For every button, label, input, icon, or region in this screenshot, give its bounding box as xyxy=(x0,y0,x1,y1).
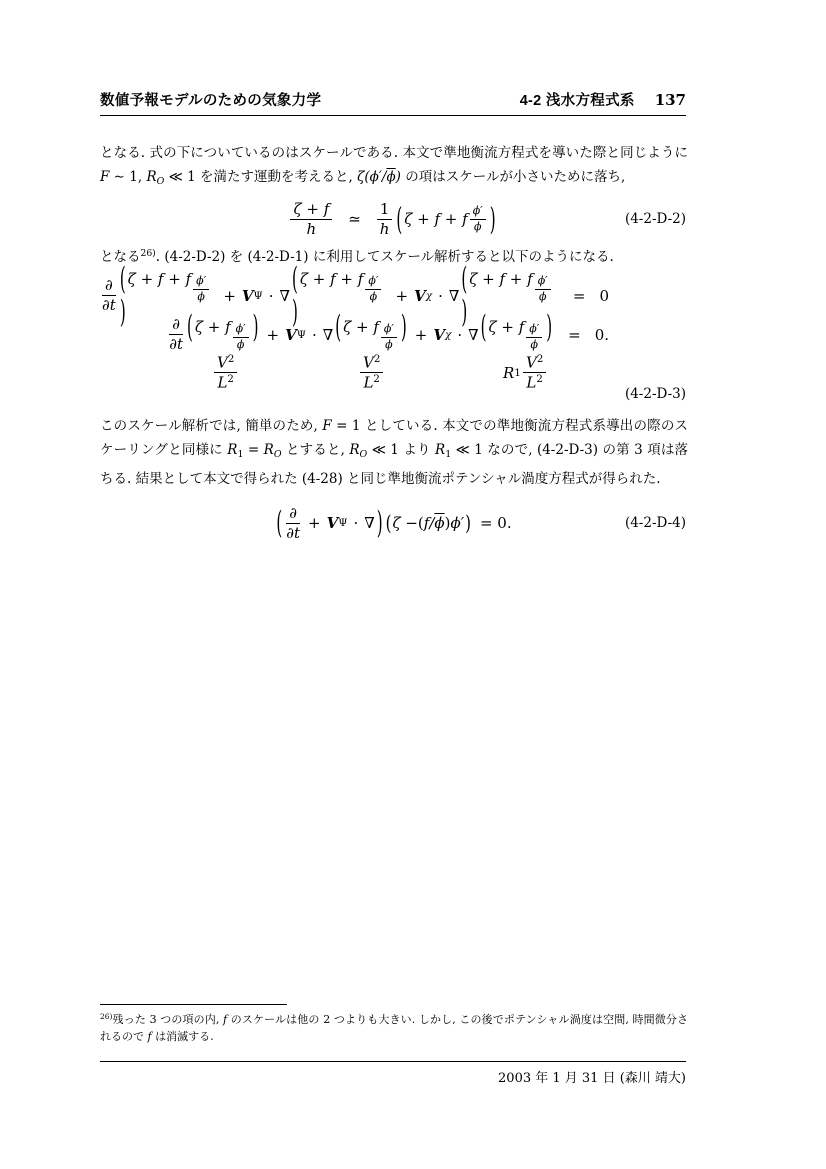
numerator: ϕ′ xyxy=(193,275,209,289)
plus-operator: + xyxy=(395,286,409,305)
nabla-operator: ∇ xyxy=(468,325,479,344)
paren-group xyxy=(118,260,218,331)
math-run: ζ + f xyxy=(343,318,379,337)
equation-label: (4-2-D-2) xyxy=(624,211,686,227)
equation-label: (4-2-D-4) xyxy=(624,515,686,531)
header-right xyxy=(520,89,686,110)
fraction-ddt xyxy=(169,316,183,353)
equation-body xyxy=(100,196,686,242)
text-run: 残った 3 つの項の内, xyxy=(112,1013,224,1027)
math-run: = xyxy=(243,442,264,458)
math-phi-bar: $\overline{\phi}$ xyxy=(386,169,396,185)
left-paren: ( xyxy=(417,514,424,532)
denominator: ϕ xyxy=(236,337,245,351)
denominator: h xyxy=(379,219,390,238)
right-paren: ) xyxy=(252,308,259,346)
math-run: f/ xyxy=(423,514,435,532)
math-var-R: R xyxy=(227,442,238,458)
equation-4-2-D-3 xyxy=(100,260,686,402)
footnote-reference: 26) xyxy=(140,248,156,259)
numerator: ϕ′ xyxy=(365,275,381,289)
fraction-phi xyxy=(526,323,542,351)
math-var-L: L xyxy=(363,374,374,393)
math-sub-1: 1 xyxy=(237,448,244,460)
equation-4-2-D-4 xyxy=(100,500,686,546)
equation-4-2-D-2 xyxy=(100,196,686,242)
left-paren: ( xyxy=(335,308,342,346)
denominator xyxy=(526,373,542,391)
denominator: ∂t xyxy=(169,335,183,353)
scale-term-2 xyxy=(358,354,385,392)
fraction-V2-L2 xyxy=(214,354,237,392)
equals-zero: = 0. xyxy=(479,514,512,532)
math-run: ζ + f xyxy=(194,318,231,337)
equation-line-1 xyxy=(100,260,609,331)
math-phi-prime: ϕ′ xyxy=(450,514,465,532)
denominator: ∂t xyxy=(286,523,301,542)
math-var-R: R xyxy=(263,442,274,458)
subscript-chi: χ xyxy=(444,328,452,341)
footnote-marker: 26) xyxy=(100,1012,113,1021)
left-paren: ( xyxy=(119,260,126,298)
math-run: ζ + f + f xyxy=(127,270,192,289)
nabla-operator: ∇ xyxy=(279,286,291,305)
text-run: なので, (4-2-D-3) の第 3 項は落ちる. 結果として本文で得られた (4-28) と同じ準地衡流ポテンシャル渦度方程式が得られた. xyxy=(100,442,689,487)
numerator: ∂ xyxy=(102,277,116,296)
numerator: ϕ′ xyxy=(233,323,249,337)
superscript-2: 2 xyxy=(373,354,381,365)
math-sub-O: O xyxy=(273,448,282,460)
fraction-phi xyxy=(193,275,209,303)
paragraph-intro xyxy=(100,141,688,194)
math-run: = 1 xyxy=(331,418,361,434)
scale-annotations xyxy=(100,354,686,392)
section-label: 4-2 浅水方程式系 xyxy=(519,93,635,109)
math-run: ζ + f + f xyxy=(469,270,533,289)
paren-group xyxy=(333,308,409,351)
dot-operator: · xyxy=(268,286,274,305)
plus-operator: + xyxy=(308,514,321,532)
numerator: ϕ′ xyxy=(535,275,551,289)
math-run: ζ + f + f xyxy=(299,270,364,289)
numerator: ϕ′ xyxy=(526,323,542,337)
left-paren: ( xyxy=(480,308,487,346)
plus-operator: + xyxy=(223,286,236,305)
right-paren: ) xyxy=(546,308,553,346)
denominator: h xyxy=(306,219,317,238)
right-paren: ) xyxy=(461,293,468,331)
fraction-one-over-hbar xyxy=(377,201,393,238)
text-run: となる xyxy=(100,249,141,266)
dot-operator: · xyxy=(457,325,463,344)
math-run: ζ + f + f xyxy=(404,210,468,228)
scale-term-1 xyxy=(212,354,239,392)
nabla-operator: ∇ xyxy=(448,286,460,305)
numerator: ζ + f xyxy=(290,201,332,220)
fraction-phi xyxy=(365,275,381,303)
math-var-V: V xyxy=(525,353,537,372)
text-run: としている. 本文での準地衡流方程式系導出の際のスケーリングと同様に xyxy=(100,418,688,458)
right-paren: ) xyxy=(400,308,407,346)
numerator: ϕ′ xyxy=(381,323,397,337)
zero-value: 0 xyxy=(599,286,609,305)
paren-group xyxy=(185,308,261,351)
denominator: ϕ xyxy=(530,337,538,351)
math-var-R: R xyxy=(435,442,446,458)
math-run: ∼ 1, xyxy=(109,169,147,185)
running-title: 数値予報モデルのための気象力学 xyxy=(100,93,322,109)
right-paren: ) xyxy=(465,510,471,536)
math-var-R: R xyxy=(503,363,515,382)
fraction-phi xyxy=(381,323,397,351)
fraction-ddt xyxy=(286,505,300,542)
simeq-relation: ≃ xyxy=(348,210,361,228)
subscript-psi: Ψ xyxy=(253,289,263,302)
paren-group xyxy=(479,308,555,351)
math-var-V: V xyxy=(363,353,374,372)
fraction-phi xyxy=(233,323,249,351)
math-run: ≪ 1 xyxy=(367,442,399,458)
left-paren: ( xyxy=(292,260,298,298)
nabla-operator: ∇ xyxy=(364,514,375,532)
numerator: ∂ xyxy=(169,316,183,335)
plus-operator: + xyxy=(266,325,280,344)
scale-term-3 xyxy=(503,354,548,392)
denominator: ϕ xyxy=(385,337,393,351)
denominator: ∂t xyxy=(102,296,116,314)
math-run: ≪ 1 xyxy=(164,169,196,185)
denominator: ϕ xyxy=(197,289,205,303)
numerator xyxy=(360,354,383,373)
vector-V: V xyxy=(241,286,254,305)
math-var-V: V xyxy=(217,353,228,372)
subscript-chi: χ xyxy=(425,289,433,302)
right-paren: ) xyxy=(119,293,126,331)
numerator xyxy=(214,354,237,373)
footnote-rule xyxy=(100,1004,287,1005)
fraction-phi xyxy=(470,205,486,233)
vector-V: V xyxy=(326,514,339,532)
equation-body xyxy=(100,500,686,546)
math-var-L: L xyxy=(217,374,228,393)
text-run: とすると, xyxy=(281,442,350,458)
equation-label: (4-2-D-3) xyxy=(624,386,686,402)
right-paren: ) xyxy=(489,200,496,238)
superscript-2: 2 xyxy=(536,354,544,365)
subscript-psi: Ψ xyxy=(338,517,348,529)
math-var-F: F xyxy=(100,169,110,185)
footer-rule xyxy=(100,1061,686,1062)
text-run: このスケール解析では, 簡単のため, xyxy=(100,418,323,434)
math-run: ζ − xyxy=(392,514,418,532)
footer-date: 2003 年 1 月 31 日 (森川 靖大) xyxy=(498,1071,686,1086)
fraction-phi xyxy=(535,275,551,303)
nabla-operator: ∇ xyxy=(322,325,334,344)
text-run: を満たす運動を考えると, xyxy=(195,169,358,185)
fraction-V2-L2 xyxy=(523,354,546,392)
equation-lines xyxy=(100,260,609,354)
superscript-2: 2 xyxy=(227,354,235,365)
text-run: のスケールは他の 2 つよりも大きい. しかし, この後でポテンシャル渦度は空間, 時間微分されるので xyxy=(100,1013,689,1043)
math-run: ζ(ϕ′/ xyxy=(357,169,387,185)
left-paren: ( xyxy=(461,260,468,298)
equation-line-2 xyxy=(100,308,609,354)
paragraph-scale-analysis xyxy=(100,414,688,491)
vector-V: V xyxy=(285,325,297,344)
math-var-f: f xyxy=(147,1029,152,1043)
denominator: ϕ xyxy=(369,289,378,303)
math-sub-1: 1 xyxy=(445,448,452,460)
subscript-1: 1 xyxy=(514,366,521,379)
left-paren: ( xyxy=(187,308,193,346)
equals-sign: = xyxy=(572,286,586,305)
right-paren: ) xyxy=(376,504,383,542)
text-run: より xyxy=(398,442,436,458)
denominator: ϕ xyxy=(473,219,482,233)
math-sub-O: O xyxy=(156,175,165,187)
math-var-F: F xyxy=(322,418,332,434)
math-var-R: R xyxy=(146,169,157,185)
numerator xyxy=(523,354,546,373)
right-paren: ) xyxy=(292,293,298,331)
superscript-2: 2 xyxy=(227,374,234,386)
fraction-ddt xyxy=(102,277,116,314)
text-run: の項はスケールが小さいために落ち, xyxy=(400,169,626,185)
denominator: ϕ xyxy=(538,289,547,303)
dot-operator: · xyxy=(311,325,317,344)
right-paren: ) xyxy=(444,514,451,532)
superscript-2: 2 xyxy=(536,374,543,386)
math-run: ≪ 1 xyxy=(451,442,483,458)
plus-operator: + xyxy=(414,325,428,344)
left-paren: ( xyxy=(396,200,403,238)
numerator: ϕ′ xyxy=(470,205,486,219)
paragraph-with-footnote-mark xyxy=(100,242,688,269)
fraction-V2-L2 xyxy=(360,354,383,392)
math-phi-bar: $\overline{\phi}$ xyxy=(434,514,445,532)
footnote xyxy=(100,1009,688,1045)
vector-V: V xyxy=(414,286,426,305)
zero-value: 0. xyxy=(594,325,609,344)
math-var-f: f xyxy=(223,1013,228,1027)
vector-V: V xyxy=(433,325,445,344)
page-number: 137 xyxy=(654,91,686,109)
denominator xyxy=(217,373,233,391)
paren-group xyxy=(459,260,559,331)
text-run: となる. 式の下についているのはスケールである. 本文で準地衡流方程式を導いた際と同じように xyxy=(100,145,688,161)
text-run: は消滅する. xyxy=(151,1029,214,1043)
math-sub-O: O xyxy=(359,448,368,460)
dot-operator: · xyxy=(438,286,443,305)
text-run: . (4-2-D-2) を (4-2-D-1) に利用してスケール解析すると以下のようになる. xyxy=(155,249,614,266)
numerator: ∂ xyxy=(286,505,300,524)
page-header xyxy=(100,89,686,116)
math-run: ζ + f xyxy=(488,318,525,337)
math-var-L: L xyxy=(526,374,537,393)
math-var-R: R xyxy=(349,442,360,458)
equals-sign: = xyxy=(568,325,581,344)
superscript-2: 2 xyxy=(373,374,380,386)
left-paren: ( xyxy=(276,504,283,542)
fraction-zeta-f-over-h xyxy=(290,201,332,238)
math-run: ) xyxy=(395,169,401,185)
subscript-psi: Ψ xyxy=(296,328,306,341)
dot-operator: · xyxy=(353,514,359,532)
left-paren: ( xyxy=(385,510,392,536)
numerator: 1 xyxy=(377,201,393,220)
denominator xyxy=(363,373,379,391)
